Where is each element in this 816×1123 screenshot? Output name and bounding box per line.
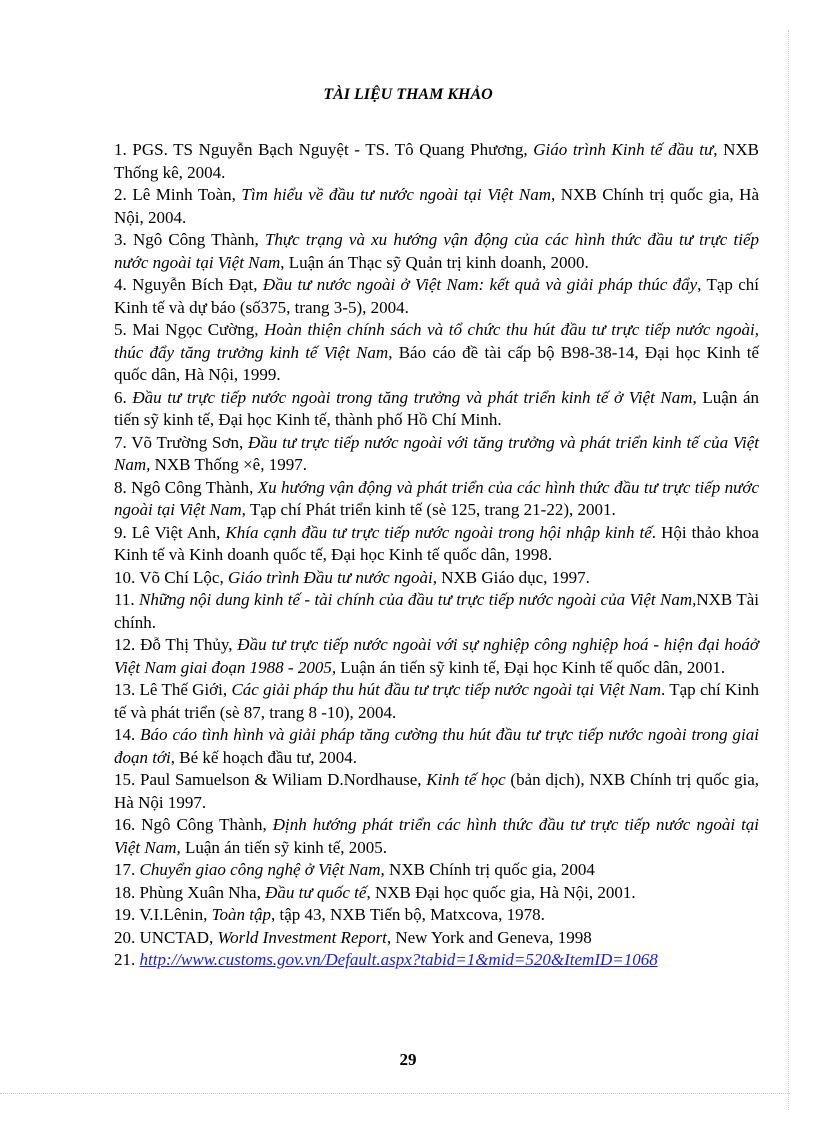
- reference-publisher: , NXB Chính trị quốc gia, Hà Nội, 2004.: [114, 185, 759, 227]
- reference-publisher: Luận án tiến sỹ kinh tế, Đại học Kinh tế quốc dân, 2001.: [336, 657, 726, 677]
- reference-link[interactable]: http://www.customs.gov.vn/Default.aspx?tabid=1&mid=520&ItemID=1068: [139, 950, 658, 969]
- reference-author: Ngô Công Thành,: [141, 815, 273, 834]
- reference-number: 14.: [114, 725, 136, 744]
- reference-item: [114, 229, 759, 274]
- page-title: TÀI LIỆU THAM KHẢO: [323, 86, 493, 103]
- reference-publisher: NXB Thống ×ê, 1997.: [150, 455, 307, 474]
- reference-author: Võ Chí Lộc,: [139, 567, 228, 587]
- reference-author: Phùng Xuân Nha,: [139, 882, 266, 902]
- reference-publisher: (bản dịch), NXB Chính trị quốc gia, Hà Nội 1997.: [114, 770, 759, 812]
- reference-item: [114, 814, 759, 859]
- reference-title: World Investment Report: [217, 927, 387, 947]
- reference-title: Xu hướng vận động và phát triển của các hình thức đầu tư trực tiếp nước ngoài tại Việt Nam: [114, 477, 759, 519]
- reference-publisher: , New York and Geneva, 1998: [386, 927, 592, 947]
- reference-publisher: , NXB Thống kê, 2004.: [114, 140, 760, 182]
- reference-author: Lê Minh Toàn,: [132, 185, 242, 204]
- reference-publisher: . Hội thảo khoa Kinh tế và Kinh doanh quốc tế, Đại học Kinh tế quốc dân, 1998.: [114, 522, 759, 564]
- reference-author: Lê Việt Anh,: [131, 522, 226, 542]
- reference-title: Giáo trình Kinh tế đầu tư: [533, 140, 714, 159]
- reference-author: Ngô Công Thành,: [131, 477, 258, 497]
- reference-item: [114, 769, 759, 814]
- reference-list: [114, 139, 759, 972]
- reference-number: 18.: [114, 882, 136, 902]
- page-number: 29: [399, 1050, 417, 1069]
- reference-number: 9.: [114, 522, 127, 542]
- reference-publisher: Luận án tiến sỹ kinh tế, 2005.: [180, 837, 388, 857]
- reference-item: [114, 274, 759, 319]
- reference-title: Đầu tư trực tiếp nước ngoài với sự nghiệp công nghiệp hoá - hiện đại hoáở Việt Nam giai đoạn 1988 - 2005,: [114, 635, 759, 677]
- reference-number: 1.: [114, 140, 127, 159]
- reference-author: Đỗ Thị Thủy,: [140, 635, 238, 654]
- reference-publisher: , NXB Đại học quốc gia, Hà Nội, 2001.: [366, 882, 636, 902]
- reference-author: Võ Trường Sơn,: [131, 432, 249, 452]
- reference-item: [114, 904, 759, 927]
- reference-item: [114, 139, 759, 184]
- reference-publisher: , Luận án Thạc sỹ Quản trị kinh doanh, 2000.: [280, 252, 589, 272]
- reference-title: Đầu tư trực tiếp nước ngoài với tăng trưởng và phát triển kinh tế của Việt Nam,: [114, 432, 759, 474]
- reference-title: Đầu tư trực tiếp nước ngoài trong tăng trưởng và phát triển kinh tế ở Việt Nam: [132, 387, 693, 407]
- reference-author: Paul Samuelson & Wiliam D.Nordhause,: [140, 770, 427, 789]
- reference-number: 10.: [114, 567, 136, 587]
- reference-number: 12.: [114, 635, 136, 654]
- reference-title: Định hướng phát triển các hình thức đầu tư trực tiếp nước ngoài tại Việt Nam,: [114, 815, 760, 857]
- reference-item: [114, 859, 759, 882]
- reference-number: 11.: [114, 590, 135, 609]
- page-border-bottom: [0, 1093, 790, 1094]
- reference-publisher: , Tạp chí Phát triển kinh tế (sè 125, trang 21-22), 2001.: [241, 500, 616, 519]
- reference-author: Nguyễn Bích Đạt,: [132, 275, 263, 294]
- reference-title: Hoàn thiện chính sách và tổ chức thu hút đầu tư trực tiếp nước ngoài, thúc đẩy tăng trưởng kinh tế Việt Nam: [114, 320, 760, 362]
- reference-item: [114, 522, 759, 567]
- reference-number: 6.: [114, 387, 127, 407]
- reference-publisher: , Bé kế hoạch đầu tư, 2004.: [170, 747, 358, 767]
- reference-number: 5.: [114, 320, 127, 339]
- reference-item: [114, 882, 759, 905]
- reference-item: [114, 927, 759, 950]
- reference-publisher: , NXB Giáo dục, 1997.: [432, 567, 590, 587]
- reference-title: Toàn tập: [211, 905, 271, 924]
- reference-number: 2.: [114, 185, 127, 204]
- reference-item: [114, 634, 759, 679]
- reference-item: [114, 679, 759, 724]
- reference-item: [114, 589, 759, 634]
- reference-item-link: [114, 949, 759, 972]
- reference-number: 13.: [114, 680, 136, 699]
- reference-title: Tìm hiểu về đầu tư nước ngoài tại Việt Nam: [241, 185, 551, 204]
- reference-publisher: , Tạp chí Kinh tế và dự báo (số375, trang 3-5), 2004.: [114, 275, 759, 317]
- page-border-right: [788, 30, 789, 1110]
- reference-title: Chuyển giao công nghệ ở Việt Nam,: [139, 860, 385, 879]
- reference-number: 19.: [114, 905, 136, 924]
- reference-item: [114, 477, 759, 522]
- reference-author: Ngô Công Thành,: [132, 230, 265, 249]
- reference-title: Giáo trình Đầu tư nước ngoài: [227, 567, 433, 587]
- reference-item: [114, 724, 759, 769]
- reference-number: 16.: [114, 815, 136, 834]
- reference-number: 15.: [114, 770, 136, 789]
- reference-item: [114, 432, 759, 477]
- reference-item: [114, 567, 759, 590]
- reference-title: Các giải pháp thu hút đầu tư trực tiếp nước ngoài tại Việt Nam: [231, 680, 661, 699]
- reference-item: [114, 319, 759, 387]
- reference-title: Báo cáo tình hình và giải pháp tăng cường thu hút đầu tư trực tiếp nước ngoài trong giai đoạn tới: [114, 725, 760, 767]
- reference-item: [114, 184, 759, 229]
- reference-number: 20.: [114, 927, 136, 947]
- reference-number: 8.: [114, 477, 127, 497]
- reference-author: Lê Thế Giới,: [139, 680, 232, 699]
- reference-title: Thực trạng và xu hướng vận động của các hình thức đầu tư trực tiếp nước ngoài tại Việt Nam: [114, 230, 760, 272]
- reference-publisher: , Báo cáo đề tài cấp bộ B98-38-14, Đại học Kinh tế quốc dân, Hà Nội, 1999.: [114, 342, 760, 384]
- reference-author: UNCTAD,: [139, 927, 218, 947]
- reference-author: V.I.Lênin,: [139, 905, 212, 924]
- reference-item: [114, 387, 759, 432]
- reference-publisher: NXB Tài chính.: [114, 590, 759, 632]
- reference-title: Khía cạnh đầu tư trực tiếp nước ngoài trong hội nhập kinh tế: [225, 522, 652, 542]
- reference-publisher: , Luận án tiến sỹ kinh tế, Đại học Kinh tế, thành phố Hồ Chí Minh.: [114, 387, 759, 429]
- reference-number: 17.: [114, 860, 136, 879]
- reference-publisher: NXB Chính trị quốc gia, 2004: [384, 860, 595, 879]
- reference-number: 3.: [114, 230, 127, 249]
- reference-number: 4.: [114, 275, 127, 294]
- reference-title: Kinh tế học: [426, 770, 506, 789]
- reference-number: 7.: [114, 432, 127, 452]
- reference-author: PGS. TS Nguyễn Bạch Nguyệt - TS. Tô Quang Phương,: [132, 140, 534, 159]
- reference-author: Mai Ngọc Cường,: [132, 320, 265, 339]
- reference-publisher: , tập 43, NXB Tiến bộ, Matxcova, 1978.: [270, 905, 545, 924]
- reference-title: Đầu tư nước ngoài ở Việt Nam: kết quả và giải pháp thúc đẩy: [262, 275, 698, 294]
- reference-title: Đầu tư quốc tế: [265, 882, 367, 902]
- reference-number: 21.: [114, 950, 136, 969]
- reference-title: Những nội dung kinh tế - tài chính của đầu tư trực tiếp nước ngoài của Việt Nam,: [139, 590, 697, 609]
- reference-publisher: . Tạp chí Kinh tế và phát triển (sè 87, trang 8 -10), 2004.: [114, 680, 760, 722]
